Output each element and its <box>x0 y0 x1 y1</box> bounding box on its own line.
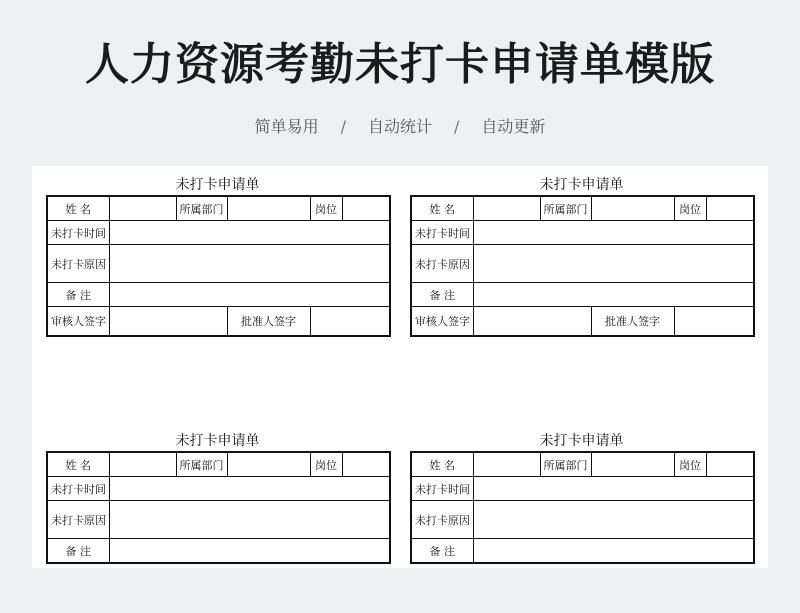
dept-field[interactable] <box>591 452 674 477</box>
remark-label: 备 注 <box>47 539 109 564</box>
form-table <box>46 195 391 337</box>
form-title: 未打卡申请单 <box>539 177 624 193</box>
time-label: 未打卡时间 <box>47 221 109 245</box>
document-sheet <box>32 166 768 568</box>
form-row-time <box>411 221 754 245</box>
form-row-remark <box>411 283 754 307</box>
form-row-remark <box>47 283 390 307</box>
reviewer-signature-field[interactable] <box>109 307 227 337</box>
post-field[interactable] <box>706 196 754 221</box>
form-bottom-left <box>46 432 389 564</box>
dept-label: 所属部门 <box>176 452 227 477</box>
post-label: 岗位 <box>310 196 342 221</box>
name-field[interactable] <box>109 196 176 221</box>
name-label: 姓 名 <box>411 196 473 221</box>
feature-auto-stat: 自动统计 <box>367 117 432 136</box>
post-label: 岗位 <box>674 452 706 477</box>
form-row-reason <box>411 501 754 539</box>
approver-label: 批准人签字 <box>591 307 674 337</box>
approver-label: 批准人签字 <box>227 307 310 337</box>
form-row-name <box>47 452 390 477</box>
subtitle-separator: / <box>340 117 346 136</box>
form-row-time <box>47 477 390 501</box>
time-label: 未打卡时间 <box>411 221 473 245</box>
approver-signature-field[interactable] <box>674 307 754 337</box>
form-row-signatures <box>47 307 390 337</box>
form-table <box>410 451 755 564</box>
dept-field[interactable] <box>227 452 310 477</box>
form-top-right <box>410 176 753 337</box>
time-field[interactable] <box>473 477 754 501</box>
form-row-name <box>411 452 754 477</box>
name-field[interactable] <box>109 452 176 477</box>
remark-label: 备 注 <box>411 539 473 564</box>
form-bottom-right <box>410 432 753 564</box>
reviewer-label: 审核人签字 <box>411 307 473 337</box>
form-row-remark <box>411 539 754 564</box>
form-row-reason <box>47 245 390 283</box>
name-field[interactable] <box>473 452 540 477</box>
page-subtitle <box>0 114 800 137</box>
post-field[interactable] <box>706 452 754 477</box>
post-field[interactable] <box>342 452 390 477</box>
remark-label: 备 注 <box>411 283 473 307</box>
reason-label: 未打卡原因 <box>47 245 109 283</box>
subtitle-separator: / <box>454 117 460 136</box>
time-label: 未打卡时间 <box>47 477 109 501</box>
name-label: 姓 名 <box>47 196 109 221</box>
name-field[interactable] <box>473 196 540 221</box>
form-row-time <box>47 221 390 245</box>
form-table <box>46 451 391 564</box>
form-title: 未打卡申请单 <box>175 177 260 193</box>
reason-label: 未打卡原因 <box>411 501 473 539</box>
time-field[interactable] <box>473 221 754 245</box>
reason-field[interactable] <box>473 501 754 539</box>
remark-field[interactable] <box>109 283 390 307</box>
remark-label: 备 注 <box>47 283 109 307</box>
remark-field[interactable] <box>109 539 390 564</box>
time-label: 未打卡时间 <box>411 477 473 501</box>
feature-easy: 简单易用 <box>254 117 319 136</box>
form-title: 未打卡申请单 <box>175 433 260 449</box>
reason-field[interactable] <box>109 245 390 283</box>
time-field[interactable] <box>109 477 390 501</box>
reason-label: 未打卡原因 <box>411 245 473 283</box>
post-field[interactable] <box>342 196 390 221</box>
form-row-reason <box>47 501 390 539</box>
dept-label: 所属部门 <box>176 196 227 221</box>
reason-label: 未打卡原因 <box>47 501 109 539</box>
form-row-reason <box>411 245 754 283</box>
reason-field[interactable] <box>109 501 390 539</box>
dept-label: 所属部门 <box>540 452 591 477</box>
reviewer-signature-field[interactable] <box>473 307 591 337</box>
feature-auto-update: 自动更新 <box>481 117 546 136</box>
form-table <box>410 195 755 337</box>
form-row-remark <box>47 539 390 564</box>
remark-field[interactable] <box>473 283 754 307</box>
post-label: 岗位 <box>674 196 706 221</box>
dept-field[interactable] <box>227 196 310 221</box>
post-label: 岗位 <box>310 452 342 477</box>
reviewer-label: 审核人签字 <box>47 307 109 337</box>
form-top-left <box>46 176 389 337</box>
form-row-time <box>411 477 754 501</box>
approver-signature-field[interactable] <box>310 307 390 337</box>
form-row-name <box>47 196 390 221</box>
form-row-name <box>411 196 754 221</box>
name-label: 姓 名 <box>411 452 473 477</box>
page-title: 人力资源考勤未打卡申请单模版 <box>85 39 715 90</box>
dept-field[interactable] <box>591 196 674 221</box>
form-row-signatures <box>411 307 754 337</box>
form-title: 未打卡申请单 <box>539 433 624 449</box>
reason-field[interactable] <box>473 245 754 283</box>
name-label: 姓 名 <box>47 452 109 477</box>
dept-label: 所属部门 <box>540 196 591 221</box>
remark-field[interactable] <box>473 539 754 564</box>
time-field[interactable] <box>109 221 390 245</box>
